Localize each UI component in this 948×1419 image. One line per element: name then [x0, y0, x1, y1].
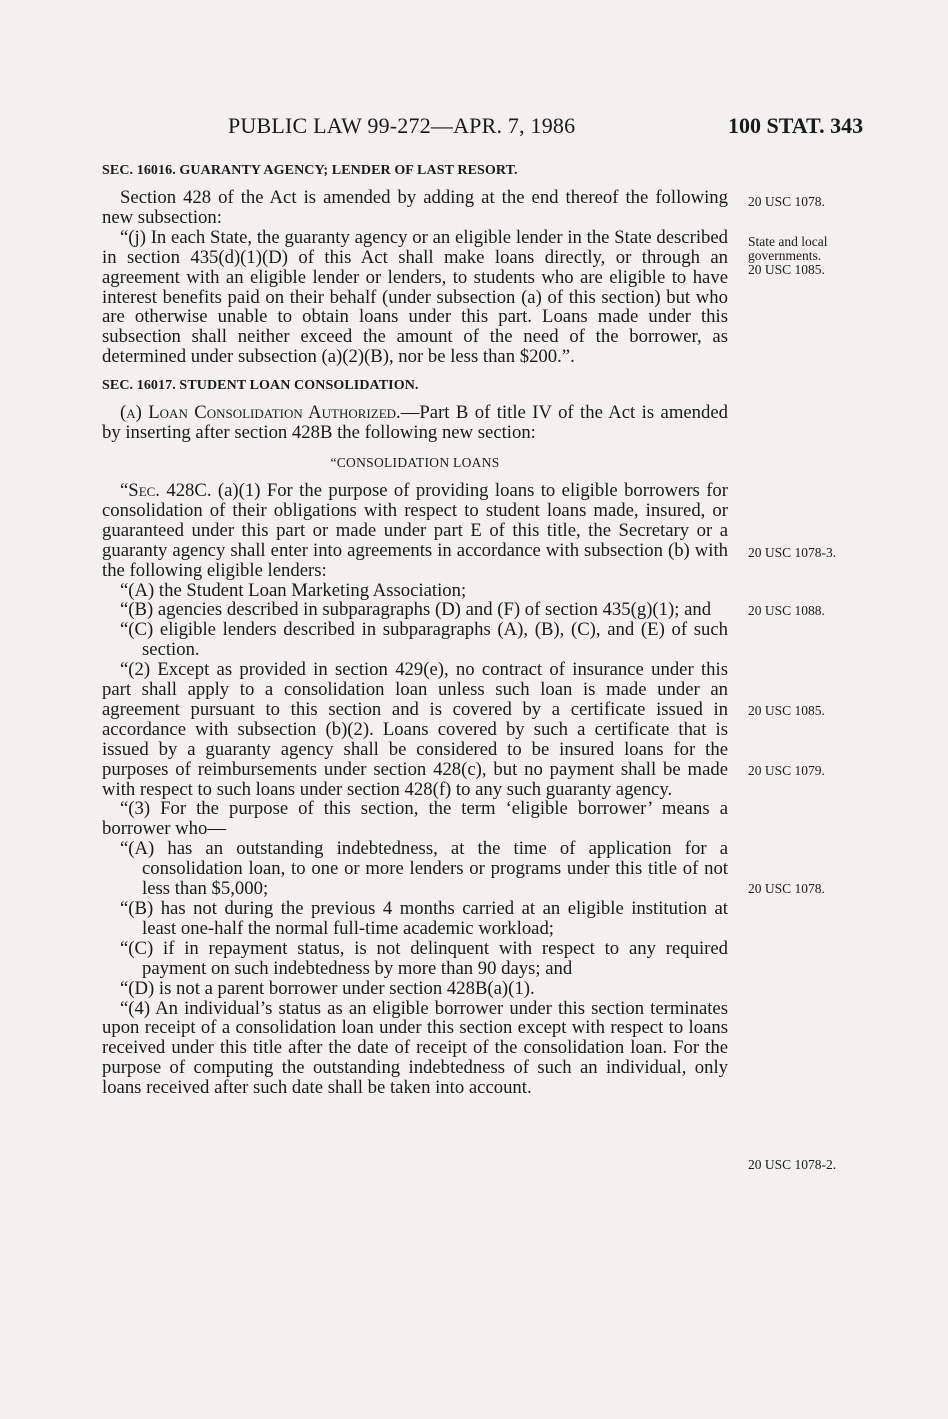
clause-a3-A: “(A) has an outstanding indebtedness, at the time of application for a consolidation loan, to one or more lenders or programs under this title of not less than $5,000; [120, 838, 728, 900]
clause-a3-C: “(C) if in repayment status, is not delinquent with respect to any required payment on such indebtedness by more than 90 days; and [120, 937, 728, 979]
margin-note-1078-b: 20 USC 1078. [748, 881, 825, 896]
running-header: PUBLIC LAW 99-272—APR. 7, 1986 [228, 113, 576, 138]
section-16017-heading: SEC. 16017. STUDENT LOAN CONSOLIDATION. [102, 378, 419, 394]
paragraph-a1-text: 428C. (a)(1) For the purpose of providing loans to eligible borrowers for consolidation of their obligations with respect to student loans made, insured, or guaranteed under this part or made under part E of this title, the Secretary or a guaranty agency shall enter into agreements in accordance with subsection (b) with the following eligible lenders: [102, 479, 728, 581]
paragraph-a3: “(3) For the purpose of this section, the term ‘eligible borrower’ means a borrower who— [102, 798, 728, 840]
margin-note-1085: 20 USC 1085. [748, 703, 825, 718]
subsection-a-label: (a) Loan Consolidation Authorized. [120, 402, 401, 424]
clause-a1-A: “(A) the Student Loan Marketing Association; [120, 579, 467, 601]
margin-note-state-local [748, 235, 827, 277]
margin-note-1078: 20 USC 1078. [748, 194, 825, 209]
subsection-a-paragraph [102, 403, 728, 443]
page-number: 100 STAT. 343 [728, 113, 864, 138]
margin-note-line: 20 USC 1085. [748, 262, 825, 277]
margin-note-line: governments. [748, 248, 822, 263]
clause-a1-B: “(B) agencies described in subparagraphs (D) and (F) of section 435(g)(1); and [120, 599, 712, 621]
margin-note-1078-3: 20 USC 1078-3. [748, 545, 837, 560]
clause-a3-B: “(B) has not during the previous 4 months carried at an eligible institution at least one-half the normal full-time academic workload; [120, 898, 728, 939]
paragraph-a4: “(4) An individual’s status as an eligible borrower under this section terminates upon receipt of a consolidation loan under this section except with respect to loans received under this title after the date of receipt of the consolidation loan. For the purpose of computing the outstanding indebtedness of such an individual, only loans received after such date shall be taken into account. [102, 997, 728, 1099]
subsection-a-text: —Part B of title IV of the Act is amended by inserting after section 428B the following new section: [102, 402, 729, 444]
margin-note-1088: 20 USC 1088. [748, 603, 825, 618]
sec-prefix: “Sec. [120, 479, 160, 501]
margin-note-line: State and local [748, 234, 828, 249]
paragraph-a1 [102, 481, 728, 581]
clause-a1-C: “(C) eligible lenders described in subparagraphs (A), (B), (C), and (E) of such section. [120, 619, 728, 661]
margin-note-1079: 20 USC 1079. [748, 763, 825, 778]
paragraph-a2: “(2) Except as provided in section 429(e), no contract of insurance under this part shall apply to a consolidation loan unless such loan is made under an agreement pursuant to this section and is covered by a certificate issued in accordance with subsection (b)(2). Loans covered by such a certificate that is issued by a guaranty agency shall be considered to be insured loans for the purposes of reimbursements under section 428(c), but no payment shall be made with respect to such loans under section 428(f) to any such guaranty agency. [102, 659, 728, 800]
subsection-j: “(j) In each State, the guaranty agency or an eligible lender in the State described in section 435(d)(1)(D) of this Act shall make loans directly, or through an agreement with an eligible lender or lenders, to students who are eligible to have interest benefits paid on their behalf (under subsection (a) of this section) but who are otherwise unable to obtain loans under this part. Loans made under this subsection shall neither exceed the amount of the need of the borrower, as determined under subsection (a)(2)(B), nor be less than $200.”. [102, 226, 728, 368]
main-text [102, 163, 728, 1098]
section-16016-intro: Section 428 of the Act is amended by adding at the end thereof the following new subsection: [102, 187, 728, 228]
consolidation-loans-caption: “CONSOLIDATION LOANS [330, 454, 500, 470]
clause-a3-D: “(D) is not a parent borrower under section 428B(a)(1). [120, 977, 535, 999]
margin-note-1078-2: 20 USC 1078-2. [748, 1157, 837, 1172]
section-16016-heading: SEC. 16016. GUARANTY AGENCY; LENDER OF LAST RESORT. [102, 163, 518, 178]
